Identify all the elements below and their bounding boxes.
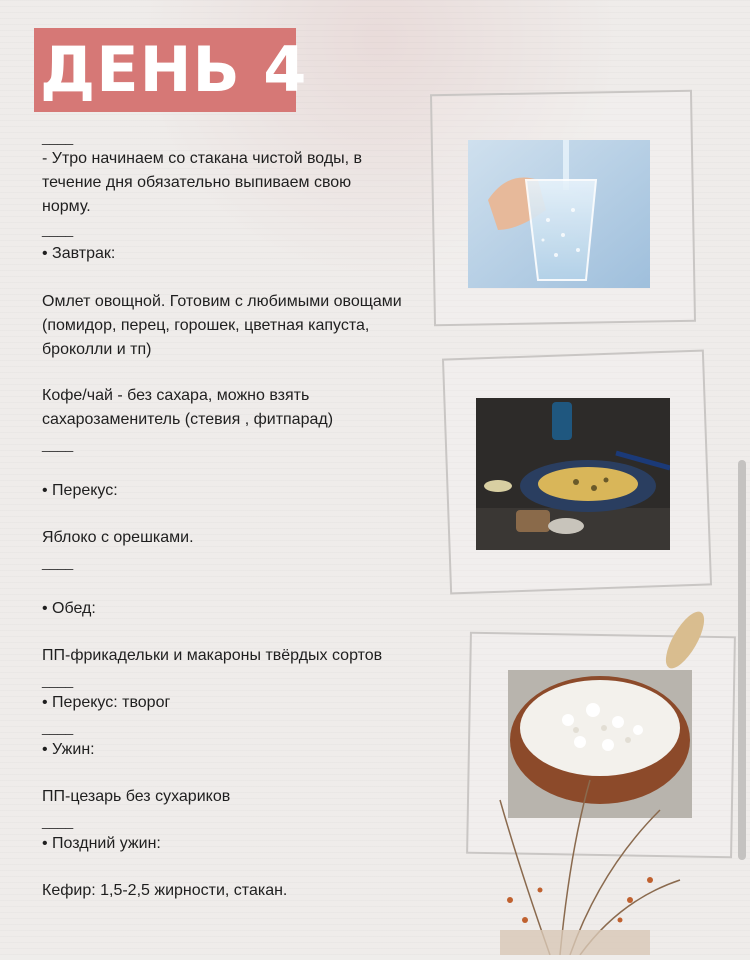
text-line: течение дня обязательно выпиваем свою — [42, 174, 352, 191]
text-line: (помидор, перец, горошек, цветная капуста, — [42, 317, 370, 334]
separator: ____ — [42, 436, 74, 452]
text-line: - Утро начинаем со стакана чистой воды, в — [42, 150, 363, 167]
text-line: норму. — [42, 198, 91, 215]
text-line: сахарозаменитель (стевия , фитпарад) — [42, 411, 334, 428]
section-heading-lunch: • Обед: — [42, 600, 96, 617]
separator: ____ — [42, 221, 74, 237]
separator: ____ — [42, 672, 74, 688]
water-glass-photo — [468, 140, 650, 288]
section-heading-late-dinner: • Поздний ужин: — [42, 835, 161, 852]
separator: ____ — [42, 554, 74, 570]
section-heading-snack-2: • Перекус: творог — [42, 694, 171, 711]
text-line: Кофе/чай - без сахара, можно взять — [42, 387, 310, 404]
separator: ____ — [42, 813, 74, 829]
section-heading-snack: • Перекус: — [42, 482, 118, 499]
text-line: броколли и тп) — [42, 341, 152, 358]
text-line: Омлет овощной. Готовим с любимыми овощами — [42, 293, 402, 310]
text-line: ПП-цезарь без сухариков — [42, 788, 231, 805]
separator: ____ — [42, 129, 74, 145]
text-line: Кефир: 1,5-2,5 жирности, стакан. — [42, 882, 288, 899]
text-line: Яблоко с орешками. — [42, 529, 194, 546]
text-line: ПП-фрикадельки и макароны твёрдых сортов — [42, 647, 383, 664]
scrollbar[interactable] — [738, 460, 746, 860]
section-heading-dinner: • Ужин: — [42, 741, 95, 758]
dried-flowers-decoration — [480, 600, 710, 955]
section-heading-breakfast: • Завтрак: — [42, 245, 116, 262]
separator: ____ — [42, 719, 74, 735]
page-title: ДЕНЬ 4 — [40, 33, 308, 106]
omelet-photo — [476, 398, 670, 550]
